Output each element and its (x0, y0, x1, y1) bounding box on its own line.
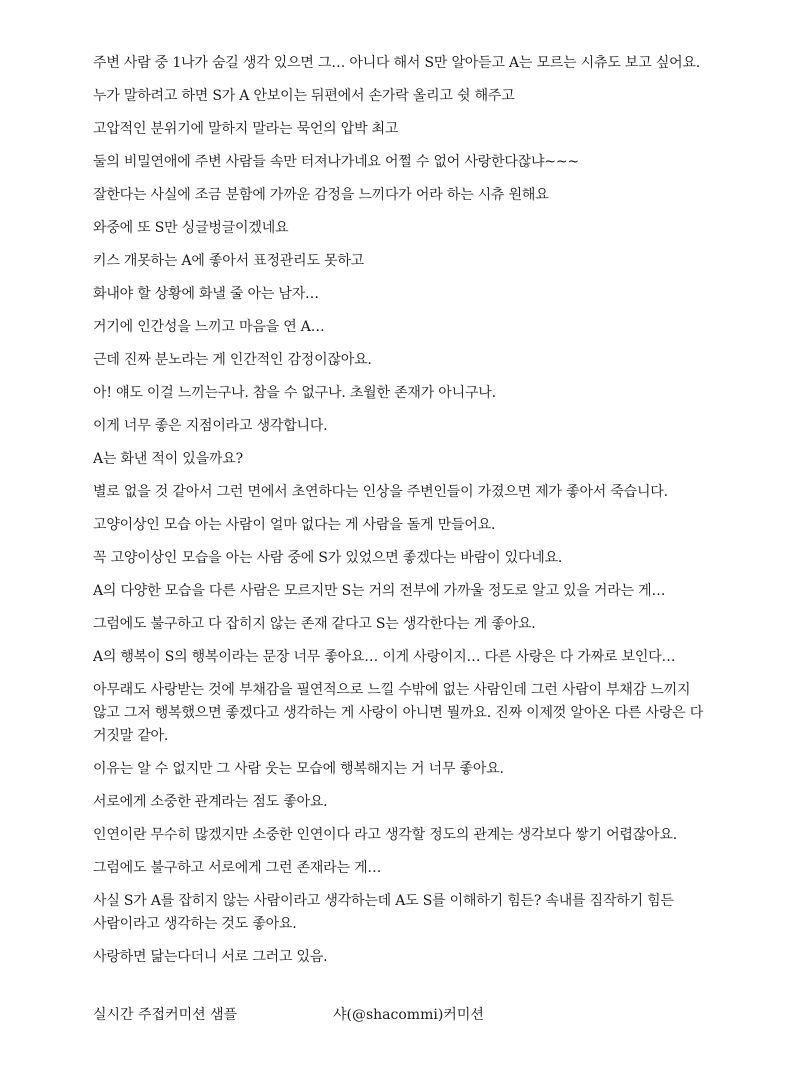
paragraph: 누가 말하려고 하면 S가 A 안보이는 뒤편에서 손가락 올리고 쉿 해주고 (93, 88, 515, 104)
paragraph: 사실 S가 A를 잡히지 않는 사람이라고 생각하는데 A도 S를 이해하기 힘든? 속내를 짐작하기 힘든 사람이라고 생각하는 것도 좋아요. (93, 893, 674, 932)
paragraph: A의 다양한 모습을 다른 사람은 모르지만 S는 거의 전부에 가까울 정도로 알고 있을 거라는 게… (93, 583, 666, 599)
paragraph: A의 행복이 S의 행복이라는 문장 너무 좋아요… 이게 사랑이지… 다른 사랑은 다 가짜로 보인다… (93, 649, 676, 665)
paragraph: A는 화낸 적이 있을까요? (93, 451, 243, 467)
paragraph: 키스 개못하는 A에 좋아서 표정관리도 못하고 (93, 253, 364, 269)
paragraph: 별로 없을 것 같아서 그런 면에서 초연하다는 인상을 주변인들이 가졌으면 제가 좋아서 죽습니다. (93, 484, 668, 500)
paragraph: 잘한다는 사실에 조금 분함에 가까운 감정을 느끼다가 어라 하는 시츄 원해요 (93, 187, 549, 203)
paragraph: 인연이란 무수히 많겠지만 소중한 인연이다 라고 생각할 정도의 관계는 생각보다 쌓기 어렵잖아요. (93, 827, 677, 843)
paragraph: 근데 진짜 분노라는 게 인간적인 감정이잖아요. (93, 352, 372, 368)
paragraph: 꼭 고양이상인 모습을 아는 사람 중에 S가 있었으면 좋겠다는 바람이 있다네요. (93, 550, 563, 566)
paragraph: 서로에게 소중한 관계라는 점도 좋아요. (93, 794, 328, 810)
footer-credit: 샤(@shacommi)커미션 (333, 1007, 484, 1023)
paragraph: 주변 사람 중 1나가 숨길 생각 있으면 그… 아니다 해서 S만 알아듣고 A는 모르는 시츄도 보고 싶어요. (93, 55, 701, 71)
paragraph: 거기에 인간성을 느끼고 마음을 연 A… (93, 319, 325, 335)
paragraph: 아무래도 사랑받는 것에 부채감을 필연적으로 느낄 수밖에 없는 사람인데 그런 사람이 부채감 느끼지 않고 그저 행복했으면 좋겠다고 생각하는 게 사랑이 아니면 뭘까요. 진짜 이제껏 알아온 다른 사랑은 다 거짓말 같아. (93, 682, 704, 744)
paragraph: 고양이상인 모습 아는 사람이 얼마 없다는 게 사람을 돌게 만들어요. (93, 517, 496, 533)
paragraph: 고압적인 분위기에 말하지 말라는 묵언의 압박 최고 (93, 121, 399, 137)
document-body (93, 52, 713, 979)
footer-label: 실시간 주접커미션 샘플 (93, 1007, 238, 1023)
paragraph: 사랑하면 닮는다더니 서로 그러고 있음. (93, 949, 328, 965)
paragraph: 그럼에도 불구하고 서로에게 그런 존재라는 게… (93, 860, 382, 876)
paragraph: 이유는 알 수 없지만 그 사람 웃는 모습에 행복해지는 거 너무 좋아요. (93, 761, 504, 777)
paragraph: 화내야 할 상황에 화낼 줄 아는 남자… (93, 286, 319, 302)
paragraph: 와중에 또 S만 싱글벙글이겠네요 (93, 220, 289, 236)
paragraph: 아! 얘도 이걸 느끼는구나. 참을 수 없구나. 초월한 존재가 아니구나. (93, 385, 496, 401)
paragraph: 그럼에도 불구하고 다 잡히지 않는 존재 같다고 S는 생각한다는 게 좋아요. (93, 616, 536, 632)
paragraph: 둘의 비밀연애에 주변 사람들 속만 터져나가네요 어쩔 수 없어 사랑한다잖냐~~~ (93, 154, 579, 170)
paragraph: 이게 너무 좋은 지점이라고 생각합니다. (93, 418, 328, 434)
